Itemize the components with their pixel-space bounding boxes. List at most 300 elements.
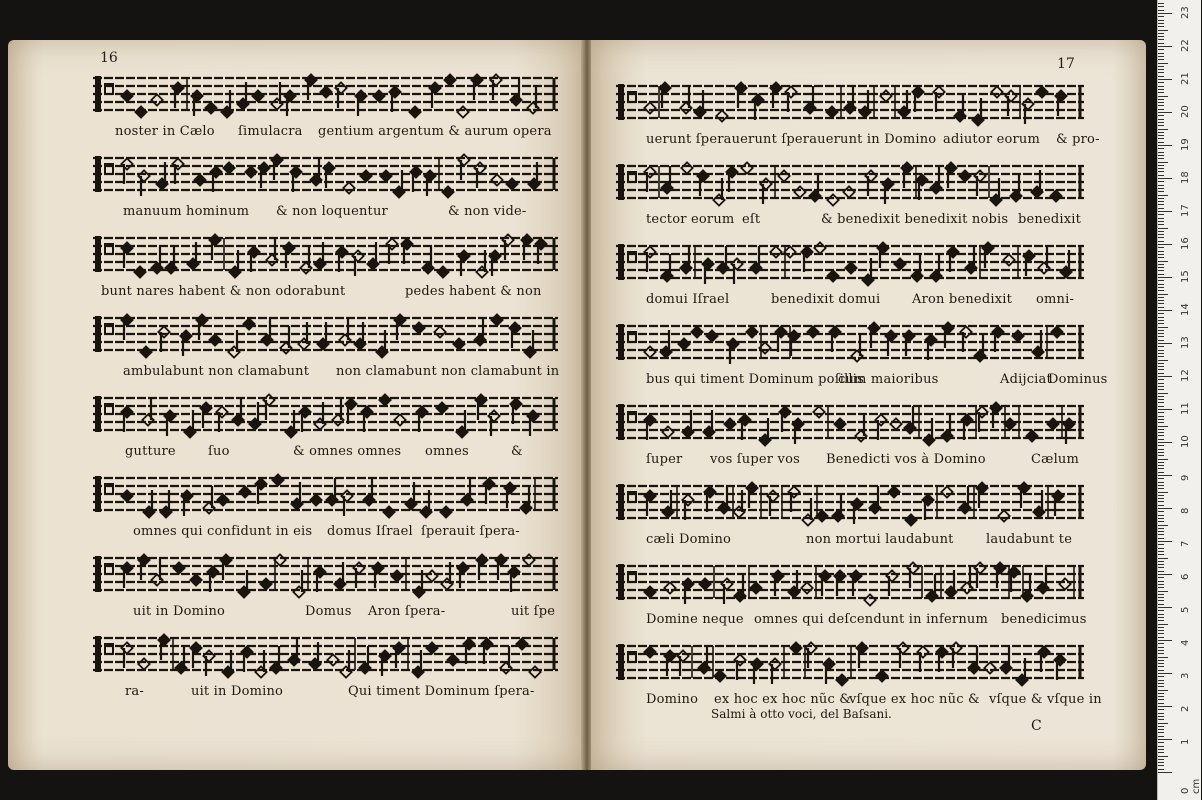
music-note	[823, 658, 834, 684]
lyric-fragment: benedicimus	[1001, 612, 1087, 627]
music-note	[429, 82, 440, 108]
footer-attribution: Salmi à otto voci, del Baſsani.	[711, 707, 892, 721]
music-note	[664, 650, 675, 676]
music-note	[850, 570, 861, 596]
music-note	[1052, 490, 1063, 516]
lyric-fragment: &	[511, 444, 523, 459]
ruler-label: 4	[1180, 639, 1191, 646]
lyric-fragment: Aron benedixit	[912, 292, 1013, 307]
music-note	[270, 646, 281, 674]
music-note	[933, 86, 944, 112]
music-note	[714, 670, 725, 681]
music-note	[223, 162, 234, 173]
lyric-fragment: ex hoc ex hoc nũc &	[714, 692, 852, 707]
ruler-label: 1	[1180, 738, 1191, 745]
music-note	[826, 106, 837, 117]
music-note	[697, 170, 708, 196]
music-note	[426, 570, 437, 581]
music-note	[976, 482, 987, 508]
ruler-label: 13	[1180, 336, 1191, 349]
music-note	[474, 318, 485, 346]
music-system	[93, 150, 558, 230]
music-note	[752, 94, 763, 120]
music-note	[1026, 430, 1037, 441]
music-note	[784, 246, 795, 257]
music-note	[510, 398, 521, 424]
clef-mark	[95, 556, 101, 592]
music-note	[644, 586, 655, 597]
lyric-fragment: tector eorum	[646, 212, 735, 227]
music-note	[217, 494, 228, 505]
lyric-fragment: Qui timent Dominum ſpera-	[348, 684, 535, 699]
music-note	[410, 166, 421, 192]
music-note	[876, 670, 887, 681]
music-note	[880, 90, 891, 101]
music-note	[241, 646, 252, 672]
music-note	[121, 158, 132, 184]
music-note	[922, 494, 933, 520]
clef-mark	[618, 244, 624, 280]
lyric-fragment: Adijciat	[1000, 372, 1052, 387]
music-note	[894, 258, 905, 269]
music-note	[746, 482, 757, 508]
music-note	[930, 254, 941, 282]
lyric-fragment: uit in Domino	[191, 684, 284, 699]
music-note	[151, 94, 162, 105]
music-note	[750, 582, 761, 593]
music-note	[941, 414, 952, 442]
music-note	[961, 414, 972, 440]
music-note	[682, 578, 693, 604]
music-note	[359, 646, 370, 674]
music-system	[93, 310, 558, 390]
music-note	[844, 86, 855, 114]
lyric-fragment: ſperauit ſpera-	[421, 524, 520, 539]
music-staff	[93, 230, 558, 278]
lyric-fragment: vos ſuper vos	[710, 452, 800, 467]
ruler-label: 12	[1180, 369, 1191, 382]
lyric-fragment: omnes qui deſcendunt in infernum	[754, 612, 988, 627]
music-note	[877, 242, 888, 268]
music-note	[383, 506, 394, 517]
staff-container	[93, 150, 558, 198]
music-note	[974, 334, 985, 362]
lyric-fragment: Dominus	[1048, 372, 1108, 387]
music-note	[506, 178, 517, 189]
music-note	[345, 398, 356, 424]
open-book	[8, 40, 1148, 775]
music-note	[491, 174, 502, 185]
lyric-fragment: adiutor eorum	[943, 132, 1041, 147]
staff-container	[616, 398, 1084, 446]
music-staff	[93, 470, 558, 518]
lyric-fragment: benedixit domui	[771, 292, 881, 307]
clef-mark	[95, 636, 101, 672]
music-note	[662, 426, 673, 437]
music-note	[735, 82, 746, 108]
music-note	[644, 102, 655, 113]
music-system	[616, 558, 1087, 638]
music-note	[437, 266, 448, 277]
lyric-fragment: & pro-	[1056, 132, 1100, 147]
music-note	[959, 170, 970, 181]
music-note	[471, 74, 482, 100]
music-note	[151, 246, 162, 274]
clef-mark	[618, 164, 624, 200]
music-note	[750, 246, 761, 274]
music-system	[616, 238, 1084, 318]
music-note	[252, 90, 263, 101]
lyric-fragment: benedixit	[1018, 212, 1082, 227]
music-note	[355, 90, 366, 116]
music-note	[483, 478, 494, 504]
music-note	[283, 242, 294, 268]
music-system	[93, 550, 558, 630]
music-note	[790, 642, 801, 653]
music-note	[529, 666, 540, 677]
music-note	[520, 486, 531, 514]
lyric-fragment: uit ſpe	[511, 604, 556, 619]
music-note	[1005, 90, 1016, 116]
ruler-label: 6	[1180, 573, 1191, 580]
music-note	[968, 646, 979, 674]
music-note	[274, 554, 285, 565]
music-note	[959, 486, 970, 514]
music-note	[181, 490, 192, 516]
ruler-label: 9	[1180, 474, 1191, 481]
lyric-fragment: ſimulacra	[238, 124, 303, 139]
music-note	[210, 166, 221, 192]
music-note	[243, 318, 254, 329]
music-note	[770, 82, 781, 108]
music-note	[453, 338, 464, 349]
music-note	[323, 162, 334, 188]
lyric-fragment: uit in Domino	[133, 604, 226, 619]
lyric-fragment: bunt nares habent & non odorabunt	[101, 284, 346, 299]
music-note	[327, 654, 338, 665]
music-system	[616, 158, 1084, 238]
clef-mark	[618, 564, 624, 600]
music-system	[93, 230, 558, 310]
lyric-fragment: & non vide-	[448, 204, 527, 219]
music-note	[801, 582, 812, 593]
music-note	[916, 174, 927, 200]
music-note	[360, 170, 371, 181]
music-note	[947, 246, 958, 272]
music-note	[724, 418, 735, 429]
lyric-fragment: gutture	[125, 444, 176, 459]
music-note	[434, 326, 445, 337]
music-note	[135, 106, 146, 117]
music-note	[326, 478, 337, 506]
music-note	[834, 570, 845, 596]
music-note	[834, 418, 845, 429]
music-note	[814, 242, 825, 253]
ruler-label: 7	[1180, 540, 1191, 547]
music-note	[475, 394, 486, 420]
music-note	[463, 638, 474, 664]
music-note	[936, 646, 947, 672]
music-note	[416, 406, 427, 432]
music-note	[527, 410, 538, 436]
music-note	[1003, 254, 1014, 265]
music-staff	[93, 550, 558, 598]
music-system	[616, 398, 1084, 478]
music-staff	[93, 310, 558, 358]
clef-mark	[618, 404, 624, 440]
music-note	[413, 322, 424, 333]
music-note	[138, 658, 149, 669]
music-note	[827, 270, 838, 281]
music-note	[200, 402, 211, 428]
music-note	[890, 418, 901, 429]
lyric-fragment: vſque & vſque in	[989, 692, 1102, 707]
music-note	[121, 90, 132, 101]
music-note	[1008, 566, 1019, 592]
music-note	[706, 330, 717, 341]
music-note	[343, 182, 354, 193]
lyric-fragment: domus Iſrael	[327, 524, 413, 539]
music-note	[644, 166, 655, 192]
staff-container	[93, 550, 558, 598]
ruler-label: 10	[1180, 435, 1191, 448]
music-note	[864, 594, 875, 605]
music-system	[93, 70, 558, 150]
lyric-fragment: omni-	[1036, 292, 1075, 307]
clef-mark	[618, 324, 624, 360]
music-note	[739, 414, 750, 440]
music-note	[436, 402, 447, 413]
music-note	[255, 478, 266, 504]
lyric-fragment: omnes qui confidunt in eis	[133, 524, 313, 539]
music-note	[856, 642, 867, 668]
music-note	[535, 238, 546, 264]
music-note	[702, 258, 713, 284]
music-note	[521, 234, 532, 260]
staff-container	[93, 630, 558, 678]
music-staff	[616, 478, 1084, 526]
lyric-fragment: ſuo	[208, 444, 230, 459]
staff-container	[616, 318, 1084, 366]
music-note	[984, 662, 995, 673]
music-note	[299, 406, 310, 432]
music-note	[504, 482, 515, 508]
music-note	[904, 406, 915, 434]
music-note	[379, 394, 390, 405]
music-note	[992, 326, 1003, 352]
music-note	[644, 646, 655, 657]
music-note	[681, 162, 692, 173]
staff-container	[93, 310, 558, 358]
music-note	[523, 554, 534, 565]
music-staff	[616, 558, 1084, 606]
music-note	[320, 86, 331, 97]
ruler-label: 14	[1180, 303, 1191, 316]
music-note	[901, 162, 912, 188]
music-note	[680, 246, 691, 274]
music-note	[941, 486, 952, 497]
music-system	[93, 470, 558, 550]
music-note	[209, 234, 220, 260]
music-note	[426, 642, 437, 653]
music-note	[661, 166, 672, 194]
ruler-label: 19	[1180, 138, 1191, 151]
music-note	[1023, 250, 1034, 276]
music-note	[785, 86, 796, 112]
clef-mark	[618, 84, 624, 120]
ruler-unit-label: 0 cm	[1180, 778, 1202, 794]
music-system	[616, 638, 1102, 718]
music-note	[875, 414, 886, 440]
ruler-label: 5	[1180, 606, 1191, 613]
music-note	[661, 254, 672, 282]
lyric-fragment: Benedicti vos à Domino	[826, 452, 986, 467]
staff-container	[616, 558, 1084, 606]
ruler-label: 2	[1180, 705, 1191, 712]
music-note	[801, 246, 812, 272]
staff-container	[616, 238, 1084, 286]
music-note	[794, 186, 805, 197]
music-note	[458, 250, 469, 276]
music-note	[261, 318, 272, 346]
lyric-fragment: manuum hominum	[123, 204, 250, 219]
music-note	[305, 74, 316, 100]
music-note	[772, 570, 783, 596]
staff-container	[616, 478, 1084, 526]
music-note	[868, 322, 879, 348]
lyric-fragment: Domus	[305, 604, 352, 619]
lyric-fragment: Cælum	[1031, 452, 1080, 467]
music-note	[239, 486, 250, 497]
music-note	[260, 578, 271, 589]
ruler-label: 22	[1180, 39, 1191, 52]
clef-mark	[95, 476, 101, 512]
music-note	[284, 90, 295, 116]
music-staff	[93, 70, 558, 118]
music-note	[121, 406, 132, 432]
lyric-fragment: Domine neque	[646, 612, 744, 627]
music-note	[389, 86, 400, 112]
music-note	[1000, 646, 1011, 674]
clef-mark	[618, 484, 624, 520]
music-note	[461, 478, 472, 506]
music-note	[175, 646, 186, 674]
ruler-label: 21	[1180, 72, 1191, 85]
music-note	[310, 158, 321, 186]
music-note	[698, 646, 709, 674]
music-note	[409, 106, 420, 117]
music-note	[788, 486, 799, 512]
music-system	[616, 478, 1084, 558]
music-note	[508, 566, 519, 592]
lyric-fragment: Domino	[646, 692, 699, 707]
lyric-fragment: vſque ex hoc nũc &	[849, 692, 980, 707]
music-note	[945, 162, 956, 188]
music-note	[926, 574, 937, 602]
music-note	[1018, 482, 1029, 508]
music-note	[1063, 418, 1074, 444]
staff-container	[616, 638, 1084, 686]
music-note	[930, 166, 941, 194]
music-system	[93, 390, 558, 470]
music-note	[386, 238, 397, 264]
music-note	[990, 402, 1001, 428]
music-note	[207, 566, 218, 592]
music-note	[1012, 330, 1023, 341]
music-note	[158, 634, 169, 660]
music-note	[379, 650, 390, 676]
music-note	[718, 486, 729, 514]
music-note	[804, 86, 815, 114]
music-note	[942, 322, 953, 348]
lyric-fragment: non clamabunt non clamabunt in	[336, 364, 560, 379]
music-note	[288, 638, 299, 666]
music-note	[336, 246, 347, 272]
lyric-fragment: pedes habent & non	[405, 284, 542, 299]
lyric-fragment: & omnes omnes	[293, 444, 402, 459]
music-note	[216, 406, 227, 432]
music-note	[165, 246, 176, 274]
music-note	[495, 554, 506, 580]
lyric-fragment: cum maioribus	[838, 372, 939, 387]
music-note	[190, 642, 201, 668]
clef-mark	[95, 236, 101, 272]
music-note	[832, 494, 843, 522]
music-note	[444, 74, 455, 85]
music-note	[691, 326, 702, 337]
music-staff	[616, 238, 1084, 286]
music-note	[232, 398, 243, 426]
music-note	[481, 638, 492, 664]
music-staff	[93, 390, 558, 438]
music-note	[851, 334, 862, 362]
music-note	[391, 570, 402, 581]
music-note	[1054, 654, 1065, 680]
lyric-fragment: noster in Cælo	[115, 124, 215, 139]
music-note	[925, 334, 936, 360]
music-staff	[616, 318, 1084, 366]
music-note	[829, 326, 840, 352]
music-note	[869, 486, 880, 514]
music-note	[209, 334, 220, 345]
music-note	[1050, 190, 1061, 201]
music-note	[509, 322, 520, 348]
music-note	[510, 78, 521, 106]
measurement-ruler	[1157, 0, 1201, 800]
clef-mark	[618, 644, 624, 680]
staff-container	[93, 390, 558, 438]
music-note	[726, 166, 737, 192]
music-note	[885, 330, 896, 356]
music-note	[422, 246, 433, 274]
music-note	[644, 490, 655, 516]
music-note	[138, 554, 149, 580]
signature-mark: C	[1031, 718, 1042, 734]
music-system	[616, 78, 1100, 158]
music-note	[991, 86, 1002, 97]
music-note	[911, 254, 922, 282]
music-note	[888, 486, 899, 497]
clef-mark	[95, 396, 101, 432]
music-note	[180, 330, 191, 356]
lyric-fragment: domui Iſrael	[646, 292, 730, 307]
music-staff	[93, 150, 558, 198]
music-note	[1047, 418, 1058, 429]
music-note	[447, 654, 458, 665]
music-note	[751, 658, 762, 684]
music-system	[616, 318, 1108, 398]
lyric-fragment: ambulabunt non clamabunt	[123, 364, 310, 379]
